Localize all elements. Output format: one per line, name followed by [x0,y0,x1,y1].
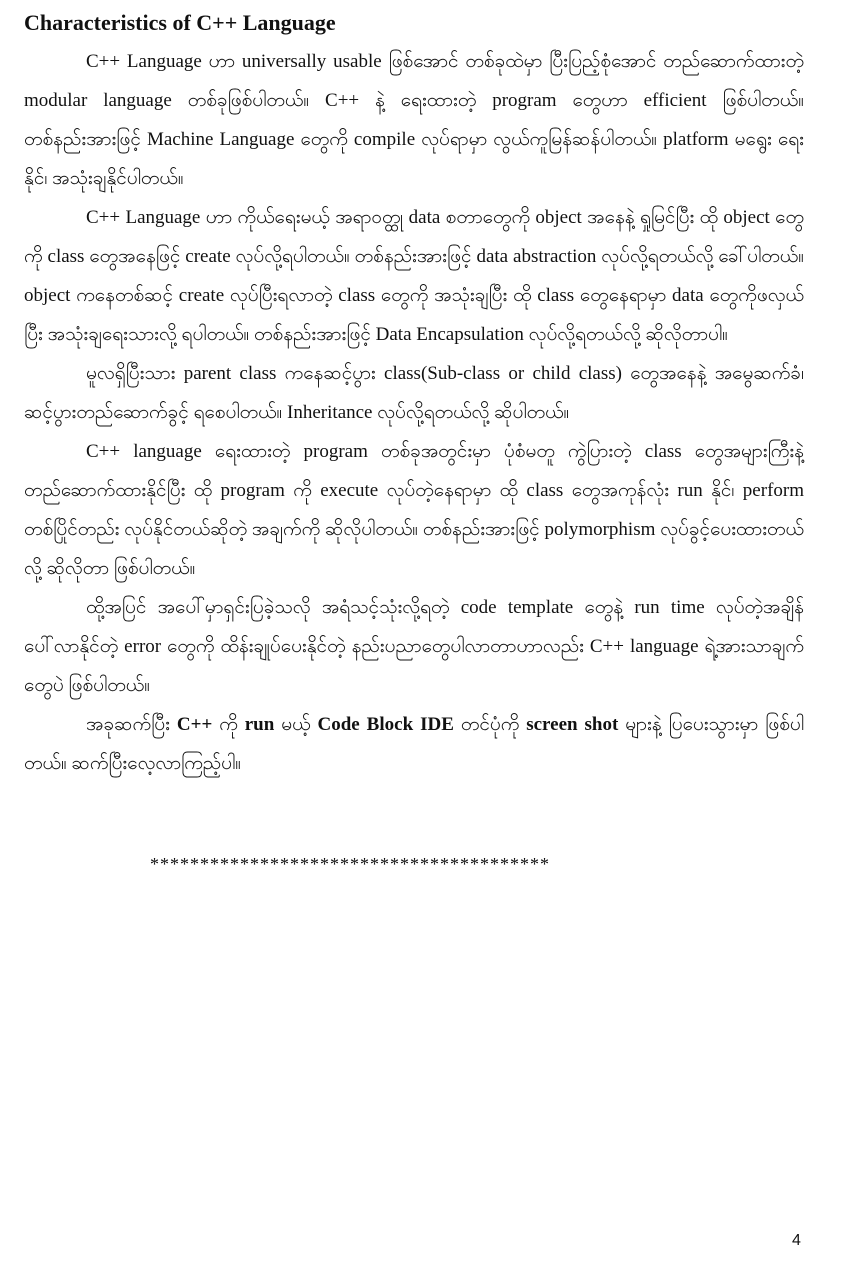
asterisk-separator: **************************************** [150,854,550,874]
section-heading: Characteristics of C++ Language [24,10,336,35]
closing-bold-cpp: C++ [176,714,213,735]
closing-text-4: တင်ပုံကို [453,714,527,735]
closing-bold-run: run [244,714,275,735]
paragraph-inheritance: မူလရှိပြီးသား parent class ကနေဆင့်ပွား class(Sub-class or child class) တွေအနေနဲ့ အမွေဆက်ခံ၊ ဆင့်ပွားတည်ဆောက်ခွင့် ရစေပါတယ်။ Inheritance လုပ်လို့ရတယ်လို့ ဆိုပါတယ်။ [24,363,804,423]
paragraph-intro: C++ Language ဟာ universally usable ဖြစ်အောင် တစ်ခုထဲမှာ ပြီးပြည့်စုံအောင် တည်ဆောက်ထားတဲ့ modular language တစ်ခုဖြစ်ပါတယ်။ C++ နဲ့ ရေးထားတဲ့ program တွေဟာ efficient ဖြစ်ပါတယ်။ တစ်နည်းအားဖြင့် Machine Language တွေကို compile လုပ်ရာမှာ လွယ်ကူမြန်ဆန်ပါတယ်။ platform မရွေး ရေးနိုင်၊ အသုံးချနိုင်ပါတယ်။ [24,51,804,189]
closing-text-2: ကို [212,714,245,735]
closing-text-1: အခုဆက်ပြီး [86,714,177,735]
body-text [24,42,804,783]
closing-bold-screenshot: screen shot [526,714,619,735]
closing-text-3: မယ့် [274,714,318,735]
closing-bold-ide: Code Block IDE [317,714,454,735]
paragraph-object-class: C++ Language ဟာ ကိုယ်ရေးမယ့် အရာဝတ္ထု data စတာတွေကို object အနေနဲ့ ရှုမြင်ပြီး ထို object တွေကို class တွေအနေဖြင့် create လုပ်လို့ရပါတယ်။ တစ်နည်းအားဖြင့် data abstraction လုပ်လို့ရတယ်လို့ ခေါ်ပါတယ်။ object ကနေတစ်ဆင့် create လုပ်ပြီးရလာတဲ့ class တွေကို အသုံးချပြီး ထို class တွေနေရာမှာ data တွေကိုဖလှယ်ပြီး အသုံးချရေးသားလို့ ရပါတယ်။ တစ်နည်းအားဖြင့် Data Encapsulation လုပ်လို့ရတယ်လို့ ဆိုလိုတာပါ။ [24,207,804,345]
paragraph-closing [24,705,804,783]
page-number: 4 [792,1232,801,1249]
paragraph-polymorphism: C++ language ရေးထားတဲ့ program တစ်ခုအတွင်းမှာ ပုံစံမတူ ကွဲပြားတဲ့ class တွေအများကြီးနဲ့ တည်ဆောက်ထားနိုင်ပြီး ထို program ကို execute လုပ်တဲ့နေရာမှာ ထို class တွေအကုန်လုံး run နိုင်၊ perform တစ်ပြိုင်တည်း လုပ်နိုင်တယ်ဆိုတဲ့ အချက်ကို ဆိုလိုပါတယ်။ တစ်နည်းအားဖြင့် polymorphism လုပ်ခွင့်ပေးထားတယ်လို့ ဆိုလိုတာ ဖြစ်ပါတယ်။ [24,441,804,579]
closing-text-5: များနဲ့ ပြပေးသွားမှာ ဖြစ်ပါတယ်။ ဆက်ပြီးလေ့လာကြည့်ပါ။ [24,714,805,774]
paragraph-advantages: ထို့အပြင် အပေါ်မှာရှင်းပြခဲ့သလို အရံသင့်သုံးလို့ရတဲ့ code template တွေနဲ့ run time လုပ်တဲ့အချိန်ပေါ်လာနိုင်တဲ့ error တွေကို ထိန်းချုပ်ပေးနိုင်တဲ့ နည်းပညာတွေပါလာတာဟာလည်း C++ language ရဲ့အားသာချက်တွေပဲ ဖြစ်ပါတယ်။ [24,597,804,696]
